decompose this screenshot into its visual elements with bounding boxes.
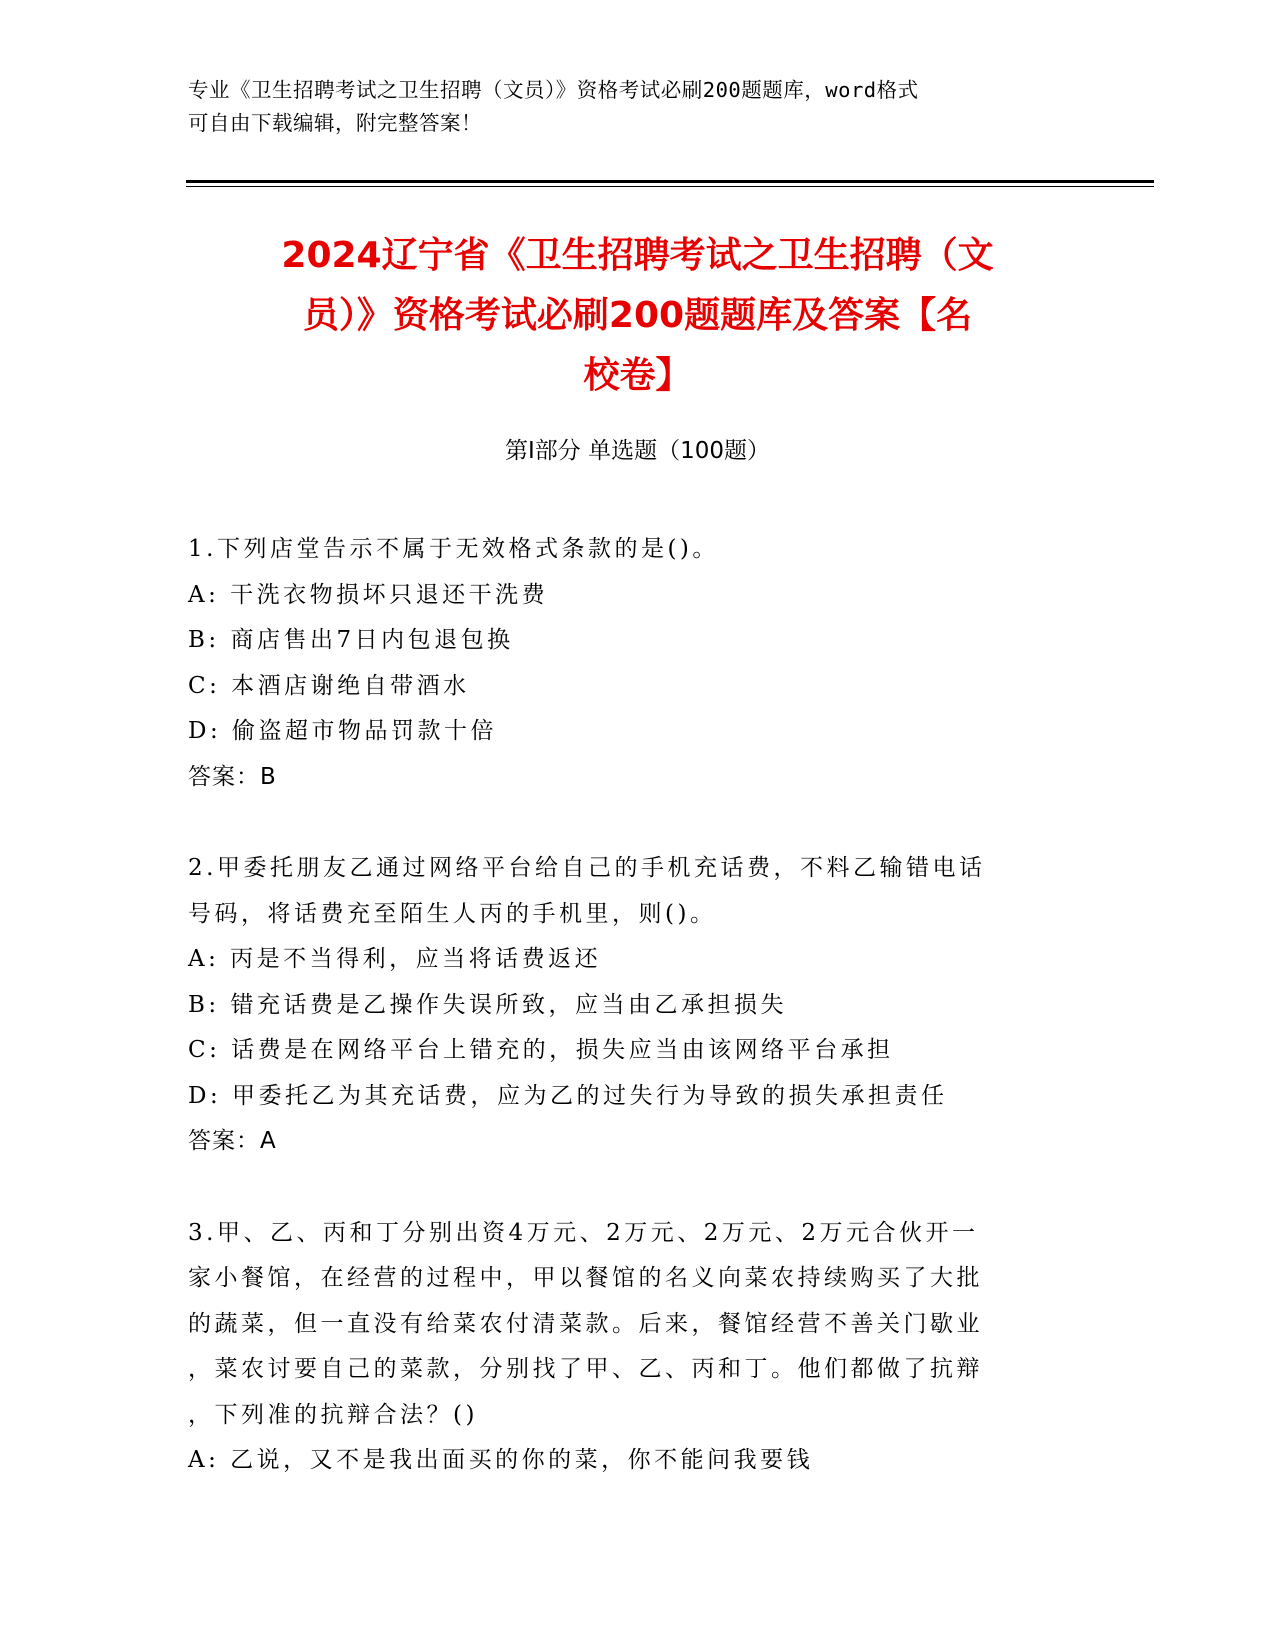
question-item <box>188 1211 1068 1484</box>
question-option-a: A: 乙说，又不是我出面买的你的菜，你不能问我要钱 <box>188 1447 814 1473</box>
section-heading: 第I部分 单选题（100题） <box>505 438 770 464</box>
question-option-b: B: 错充话费是乙操作失误所致，应当由乙承担损失 <box>188 991 787 1018</box>
question-option-b: B: 商店售出7日内包退包换 <box>188 627 514 653</box>
question-stem-line: 3.甲、乙、丙和丁分别出资4万元、2万元、2万元、2万元合伙开一 <box>188 1219 979 1246</box>
question-option-d: D: 甲委托乙为其充话费，应为乙的过失行为导致的损失承担责任 <box>188 1082 948 1109</box>
question-option-a: A: 干洗衣物损坏只退还干洗费 <box>188 581 549 608</box>
question-item <box>188 846 1068 1165</box>
question-stem-line: 家小餐馆，在经营的过程中，甲以餐馆的名义向菜农持续购买了大批 <box>188 1265 983 1291</box>
question-list <box>188 527 1068 1530</box>
question-stem-line: 号码，将话费充至陌生人丙的手机里，则()。 <box>188 900 717 927</box>
header-divider-thin <box>186 186 1154 187</box>
question-answer: 答案：B <box>188 763 277 790</box>
header-note-line-2: 可自由下载编辑，附完整答案！ <box>188 111 482 135</box>
question-stem-line: ，下列准的抗辩合法？() <box>188 1401 478 1428</box>
document-title <box>150 226 1125 406</box>
question-option-c: C: 话费是在网络平台上错充的，损失应当由该网络平台承担 <box>188 1037 894 1063</box>
question-answer: 答案：A <box>188 1128 277 1154</box>
question-stem-line: ，菜农讨要自己的菜款，分别找了甲、乙、丙和丁。他们都做了抗辩 <box>188 1356 983 1382</box>
title-line-3: 校卷】 <box>583 355 692 396</box>
question-stem-line: 1.下列店堂告示不属于无效格式条款的是()。 <box>188 536 719 562</box>
header-divider-thick <box>186 180 1154 183</box>
question-item <box>188 527 1068 800</box>
header-note-line-1: 专业《卫生招聘考试之卫生招聘（文员）》资格考试必刷200题题库，word格式 <box>188 78 919 102</box>
question-stem-line: 2.甲委托朋友乙通过网络平台给自己的手机充话费，不料乙输错电话 <box>188 855 986 881</box>
question-option-a: A: 丙是不当得利，应当将话费返还 <box>188 946 602 972</box>
document-header-note <box>188 74 1068 140</box>
title-line-2: 员）》资格考试必刷200题题库及答案【名 <box>302 295 973 336</box>
title-line-1: 2024辽宁省《卫生招聘考试之卫生招聘（文 <box>281 235 994 276</box>
question-option-c: C: 本酒店谢绝自带酒水 <box>188 672 470 699</box>
question-stem-line: 的蔬菜，但一直没有给菜农付清菜款。后来，餐馆经营不善关门歇业 <box>188 1310 983 1337</box>
question-option-d: D: 偷盗超市物品罚款十倍 <box>188 718 498 744</box>
